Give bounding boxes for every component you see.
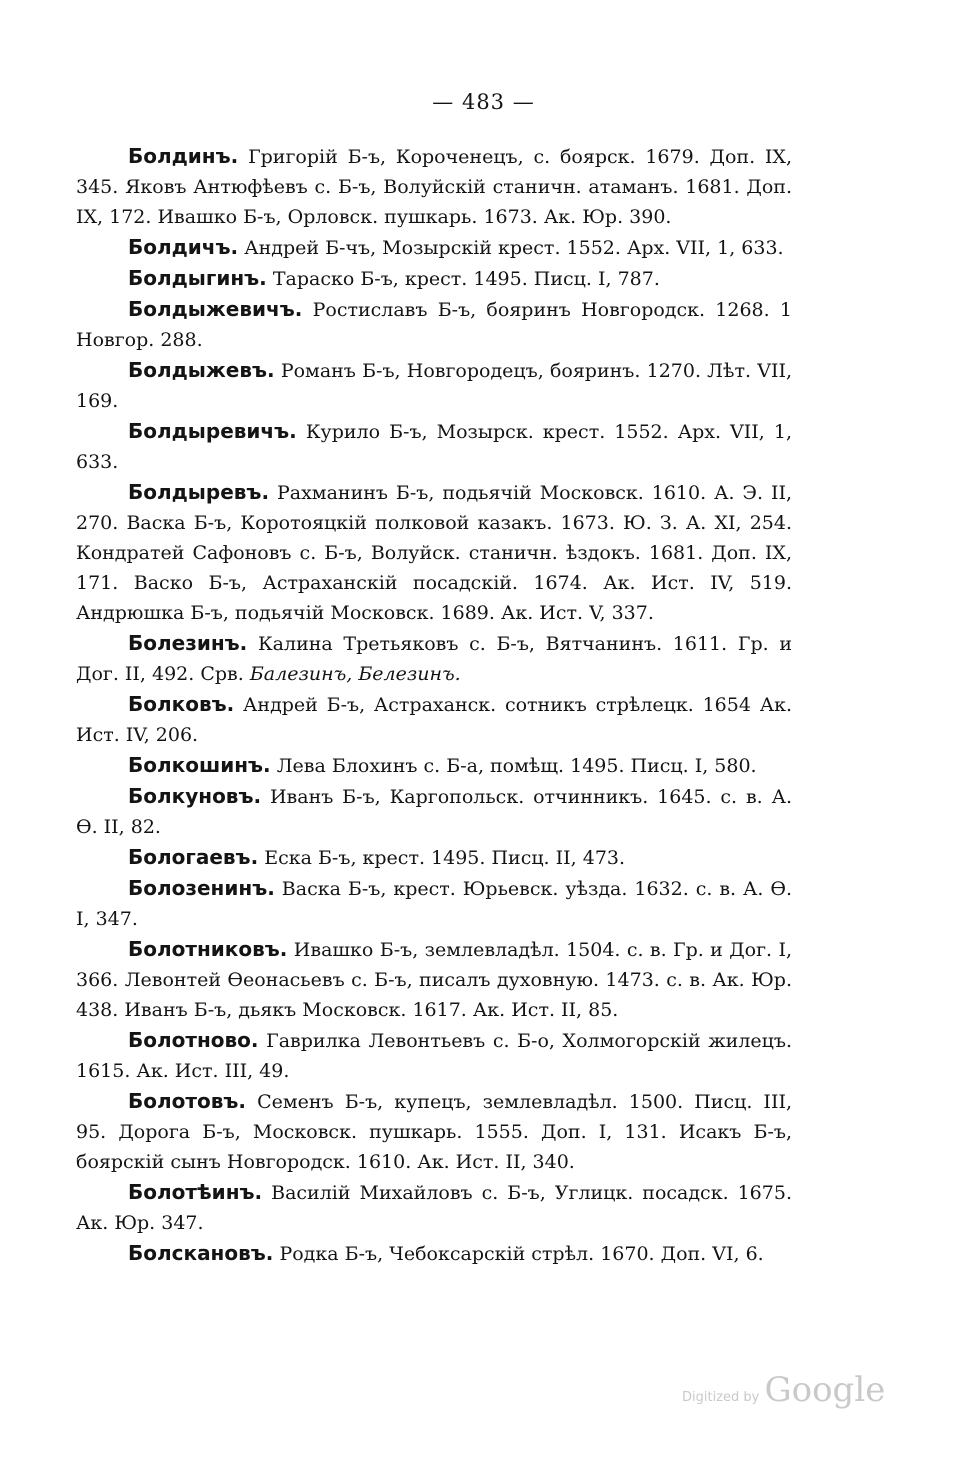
entry-text: Андрей Б-ъ, Астраханск. сотникъ стрѣлецк. 1654 Ак. Ист. IV, 206. bbox=[76, 694, 793, 746]
entry-text: Лева Блохинъ с. Б-а, помѣщ. 1495. Писц. I, 580. bbox=[276, 755, 757, 777]
entry bbox=[76, 263, 792, 294]
entry-text: Иванъ Б-ъ, Каргопольск. отчинникъ. 1645. с. в. А. Ѳ. II, 82. bbox=[76, 786, 792, 838]
entry-text: Тараско Б-ъ, крест. 1495. Писц. I, 787. bbox=[272, 268, 660, 290]
google-logo: Google bbox=[764, 1370, 886, 1410]
entry-text: Ростиславъ Б-ъ, бояринъ Новгородск. 1268. 1 Новгор. 288. bbox=[76, 299, 792, 351]
entry bbox=[76, 628, 792, 689]
entry-headword: Болотниковъ. bbox=[128, 937, 288, 961]
entry bbox=[76, 781, 792, 842]
entry-headword: Болотново. bbox=[128, 1028, 259, 1052]
entry-text: Андрей Б-чъ, Мозырскій крест. 1552. Арх. VII, 1, 633. bbox=[244, 237, 784, 259]
watermark-prefix: Digitized by bbox=[682, 1390, 760, 1405]
entry bbox=[76, 689, 792, 750]
entry-text: Курило Б-ъ, Мозырск. крест. 1552. Арх. VII, 1, 633. bbox=[76, 421, 792, 473]
entry-headword: Болдыгинъ. bbox=[128, 266, 267, 290]
digitized-by-google-watermark bbox=[682, 1370, 885, 1410]
entry-headword: Болскановъ. bbox=[128, 1241, 274, 1265]
entry bbox=[76, 1238, 792, 1269]
entry-headword: Болковъ. bbox=[128, 692, 235, 716]
entry-headword: Болкуновъ. bbox=[128, 784, 262, 808]
entry-headword: Болдыревичъ. bbox=[128, 419, 297, 443]
entry-headword: Болезинъ. bbox=[128, 631, 248, 655]
entry-headword: Болотѣинъ. bbox=[128, 1180, 263, 1204]
page-number: — 483 — bbox=[432, 90, 535, 114]
entry bbox=[76, 842, 792, 873]
entry-headword: Болдичъ. bbox=[128, 235, 239, 259]
entry bbox=[76, 750, 792, 781]
entry bbox=[76, 1177, 792, 1238]
entry bbox=[76, 934, 792, 1025]
entry-text: Родка Б-ъ, Чебоксарскій стрѣл. 1670. Доп. VI, 6. bbox=[279, 1243, 764, 1265]
entry-text: Романъ Б-ъ, Новгородецъ, бояринъ. 1270. Лѣт. VII, 169. bbox=[76, 360, 792, 412]
entry-headword: Болдыревъ. bbox=[128, 480, 270, 504]
entry-text: Калина Третьяковъ с. Б-ъ, Вятчанинъ. 1611. Гр. и Дог. II, 492. Срв. bbox=[76, 633, 792, 685]
entry-headword: Болкошинъ. bbox=[128, 753, 271, 777]
entry-text: Рахманинъ Б-ъ, подьячій Московск. 1610. А. Э. II, 270. Васка Б-ъ, Коротояцкій полковой казакъ. 1673. Ю. З. А. XI, 254. Кондратей Сафоновъ с. Б-ъ, Волуйск. станичн. ѣздокъ. 1681. Доп. IX, 171. Васко Б-ъ, Астраханскій посадскій. 1674. Ак. Ист. IV, 519. Андрюшка Б-ъ, подьячій Московск. 1689. Ак. Ист. V, 337. bbox=[76, 482, 792, 624]
entry-text: Василій Михайловъ с. Б-ъ, Углицк. посадск. 1675. Ак. Юр. 347. bbox=[76, 1182, 792, 1234]
entry bbox=[76, 477, 792, 628]
entry bbox=[76, 416, 792, 477]
entry bbox=[76, 355, 792, 416]
entry-text: Ивашко Б-ъ, землевладѣл. 1504. с. в. Гр. и Дог. I, 366. Левонтей Ѳеонасьевъ с. Б-ъ, писалъ духовную. 1473. с. в. Ак. Юр. 438. Иванъ Б-ъ, дьякъ Московск. 1617. Ак. Ист. II, 85. bbox=[76, 939, 792, 1021]
entry bbox=[76, 232, 792, 263]
dictionary-entries bbox=[76, 141, 792, 1269]
entry-headword: Болотовъ. bbox=[128, 1089, 246, 1113]
entry-headword: Болдыжевичъ. bbox=[128, 297, 303, 321]
entry-text: Гаврилка Левонтьевъ с. Б-о, Холмогорскій жилецъ. 1615. Ак. Ист. III, 49. bbox=[76, 1030, 793, 1082]
entry-text: Васка Б-ъ, крест. Юрьевск. уѣзда. 1632. с. в. А. Ѳ. I, 347. bbox=[76, 878, 792, 930]
entry-cross-reference: Балезинъ, Белезинъ. bbox=[249, 663, 461, 685]
entry bbox=[76, 873, 792, 934]
entry-headword: Бологаевъ. bbox=[128, 845, 259, 869]
entry-headword: Болдыжевъ. bbox=[128, 358, 275, 382]
entry-text: Еска Б-ъ, крест. 1495. Писц. II, 473. bbox=[264, 847, 626, 869]
entry bbox=[76, 1086, 792, 1177]
entry-text: Григорій Б-ъ, Короченецъ, с. боярск. 1679. Доп. IX, 345. Яковъ Антюфѣевъ с. Б-ъ, Волуйскій станичн. атаманъ. 1681. Доп. IX, 172. Ивашко Б-ъ, Орловск. пушкарь. 1673. Ак. Юр. 390. bbox=[76, 146, 792, 228]
entry-headword: Болозенинъ. bbox=[128, 876, 275, 900]
entry bbox=[76, 1025, 792, 1086]
entry bbox=[76, 294, 792, 355]
entry-text: Семенъ Б-ъ, купецъ, землевладѣл. 1500. Писц. III, 95. Дорога Б-ъ, Московск. пушкарь. 1555. Доп. I, 131. Исакъ Б-ъ, боярскій сынъ Новгородск. 1610. Ак. Ист. II, 340. bbox=[76, 1091, 792, 1173]
entry-headword: Болдинъ. bbox=[128, 144, 239, 168]
entry bbox=[76, 141, 792, 232]
